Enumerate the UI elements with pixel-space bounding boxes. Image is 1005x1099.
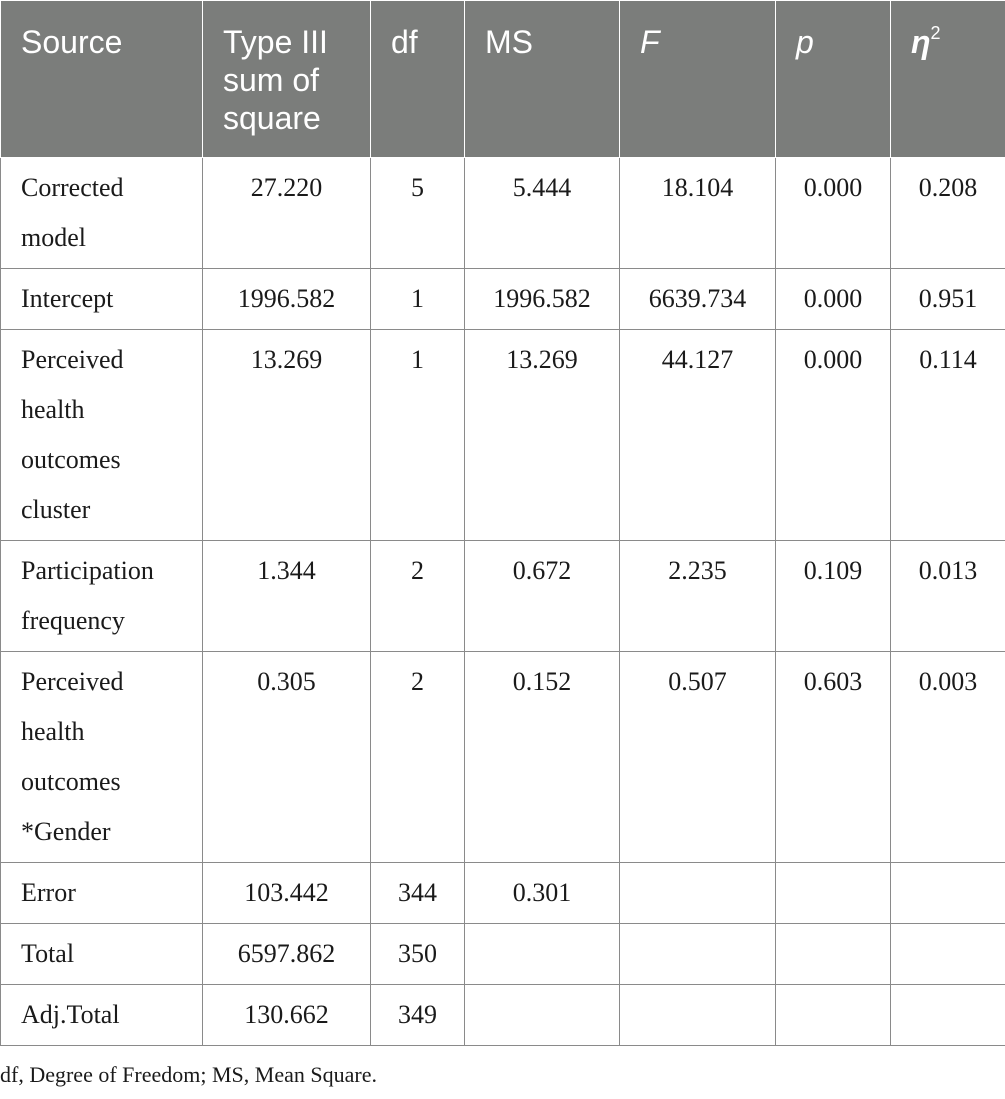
eta-squared-cell <box>891 924 1005 985</box>
df-cell: 1 <box>371 269 465 330</box>
table-row <box>1 924 1005 985</box>
eta-squared-cell: 0.114 <box>891 330 1005 541</box>
header-sum-of-squares: Type III sum of square <box>203 1 371 158</box>
df-cell: 349 <box>371 985 465 1046</box>
ms-cell: 0.152 <box>465 652 620 863</box>
f-cell <box>620 985 776 1046</box>
ms-cell: 5.444 <box>465 158 620 269</box>
ms-cell: 0.672 <box>465 541 620 652</box>
source-cell: Corrected model <box>1 158 203 269</box>
ms-cell <box>465 924 620 985</box>
sum-of-squares-cell: 103.442 <box>203 863 371 924</box>
source-cell: Perceived health outcomes *Gender <box>1 652 203 863</box>
eta-squared-cell <box>891 863 1005 924</box>
p-cell: 0.000 <box>776 330 891 541</box>
df-cell: 5 <box>371 158 465 269</box>
eta-squared-cell: 0.951 <box>891 269 1005 330</box>
sum-of-squares-cell: 6597.862 <box>203 924 371 985</box>
header-eta-squared <box>891 1 1005 158</box>
sum-of-squares-cell: 130.662 <box>203 985 371 1046</box>
source-cell: Intercept <box>1 269 203 330</box>
source-cell: Adj.Total <box>1 985 203 1046</box>
source-cell: Participation frequency <box>1 541 203 652</box>
p-cell <box>776 924 891 985</box>
f-cell: 18.104 <box>620 158 776 269</box>
ms-cell: 0.301 <box>465 863 620 924</box>
p-cell: 0.000 <box>776 269 891 330</box>
f-cell <box>620 863 776 924</box>
table-row <box>1 985 1005 1046</box>
source-cell: Total <box>1 924 203 985</box>
header-p: p <box>776 1 891 158</box>
f-cell: 0.507 <box>620 652 776 863</box>
source-cell: Perceived health outcomes cluster <box>1 330 203 541</box>
eta-squared-cell: 0.003 <box>891 652 1005 863</box>
df-cell: 344 <box>371 863 465 924</box>
eta-squared-cell: 0.013 <box>891 541 1005 652</box>
p-cell: 0.603 <box>776 652 891 863</box>
df-cell: 2 <box>371 541 465 652</box>
header-df: df <box>371 1 465 158</box>
p-cell <box>776 863 891 924</box>
sum-of-squares-cell: 0.305 <box>203 652 371 863</box>
table-row <box>1 158 1005 269</box>
table-row <box>1 269 1005 330</box>
p-cell: 0.000 <box>776 158 891 269</box>
sum-of-squares-cell: 1.344 <box>203 541 371 652</box>
eta-squared-cell <box>891 985 1005 1046</box>
df-cell: 350 <box>371 924 465 985</box>
table-row <box>1 541 1005 652</box>
f-cell: 6639.734 <box>620 269 776 330</box>
eta-squared-cell: 0.208 <box>891 158 1005 269</box>
table-row <box>1 863 1005 924</box>
sum-of-squares-cell: 27.220 <box>203 158 371 269</box>
df-cell: 1 <box>371 330 465 541</box>
p-cell: 0.109 <box>776 541 891 652</box>
sum-of-squares-cell: 1996.582 <box>203 269 371 330</box>
table-row <box>1 330 1005 541</box>
table-header <box>1 1 1005 158</box>
df-cell: 2 <box>371 652 465 863</box>
ms-cell <box>465 985 620 1046</box>
header-source: Source <box>1 1 203 158</box>
source-cell: Error <box>1 863 203 924</box>
eta-superscript: 2 <box>930 23 941 43</box>
p-cell <box>776 985 891 1046</box>
table-body <box>1 158 1005 1046</box>
f-cell: 44.127 <box>620 330 776 541</box>
ms-cell: 13.269 <box>465 330 620 541</box>
header-row <box>1 1 1005 158</box>
table-row <box>1 652 1005 863</box>
f-cell <box>620 924 776 985</box>
table-footnote: df, Degree of Freedom; MS, Mean Square. <box>0 1062 377 1087</box>
sum-of-squares-cell: 13.269 <box>203 330 371 541</box>
f-cell: 2.235 <box>620 541 776 652</box>
header-ms: MS <box>465 1 620 158</box>
eta-symbol: η <box>911 24 931 60</box>
ms-cell: 1996.582 <box>465 269 620 330</box>
header-f: F <box>620 1 776 158</box>
